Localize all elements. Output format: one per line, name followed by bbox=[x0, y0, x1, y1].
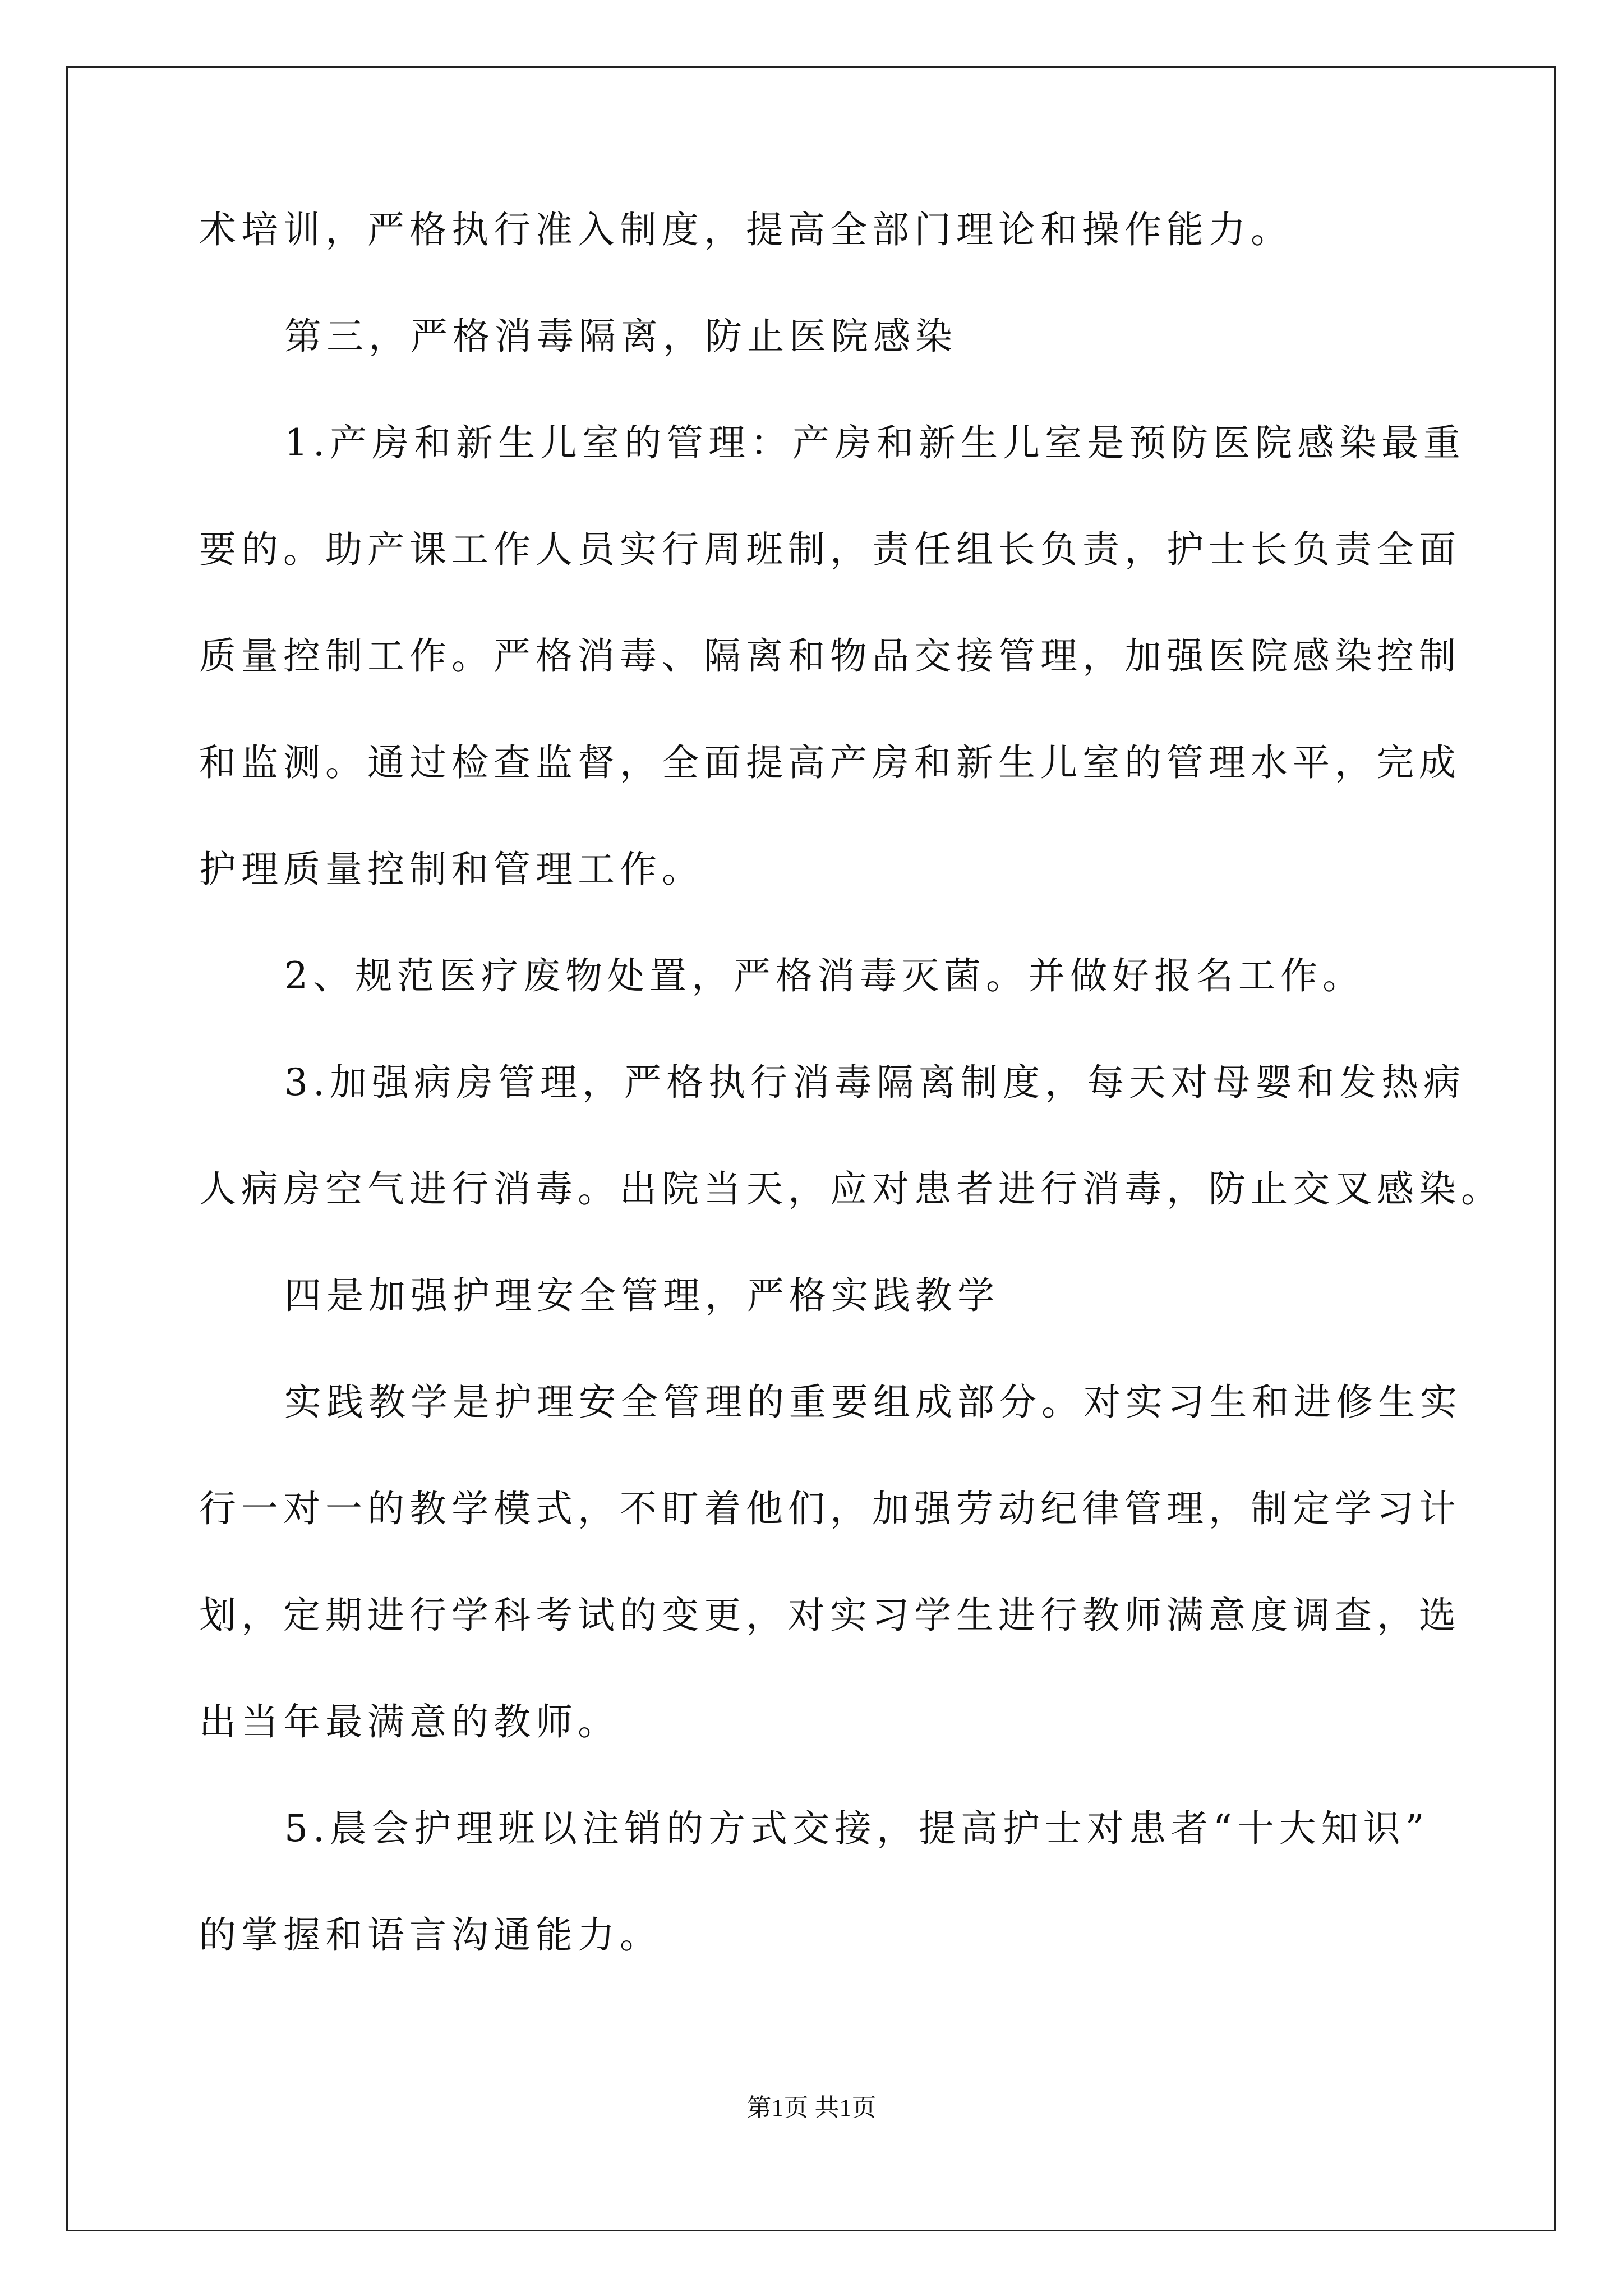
page-border bbox=[66, 66, 1556, 2231]
text-line: 和监测。通过检查监督，全面提高产房和新生儿室的管理水平，完成 bbox=[199, 741, 1461, 784]
text-line: 行一对一的教学模式，不盯着他们，加强劳动纪律管理，制定学习计 bbox=[199, 1487, 1461, 1530]
text-line: 质量控制工作。严格消毒、隔离和物品交接管理，加强医院感染控制 bbox=[199, 634, 1461, 678]
section-heading: 四是加强护理安全管理，严格实践教学 bbox=[284, 1274, 999, 1317]
text-line: 1.产房和新生儿室的管理：产房和新生儿室是预防医院感染最重 bbox=[284, 421, 1465, 464]
text-line: 2、规范医疗废物处置，严格消毒灭菌。并做好报名工作。 bbox=[284, 954, 1364, 997]
text-line: 术培训，严格执行准入制度，提高全部门理论和操作能力。 bbox=[199, 208, 1293, 251]
text-line: 护理质量控制和管理工作。 bbox=[199, 848, 704, 891]
text-line: 出当年最满意的教师。 bbox=[199, 1700, 620, 1743]
text-line: 的掌握和语言沟通能力。 bbox=[199, 1913, 662, 1957]
text-line: 人病房空气进行消毒。出院当天，应对患者进行消毒，防止交叉感染。 bbox=[199, 1167, 1503, 1211]
text-line: 5.晨会护理班以注销的方式交接，提高护士对患者“十大知识” bbox=[284, 1807, 1430, 1850]
text-line: 要的。助产课工作人员实行周班制，责任组长负责，护士长负责全面 bbox=[199, 528, 1461, 571]
page-number-footer: 第1页 共1页 bbox=[746, 2094, 877, 2122]
text-line: 实践教学是护理安全管理的重要组成部分。对实习生和进修生实 bbox=[284, 1381, 1462, 1424]
text-line: 划，定期进行学科考试的变更，对实习学生进行教师满意度调查，选 bbox=[199, 1594, 1461, 1637]
section-heading: 第三，严格消毒隔离，防止医院感染 bbox=[284, 315, 957, 358]
text-line: 3.加强病房管理，严格执行消毒隔离制度，每天对母婴和发热病 bbox=[284, 1061, 1465, 1104]
